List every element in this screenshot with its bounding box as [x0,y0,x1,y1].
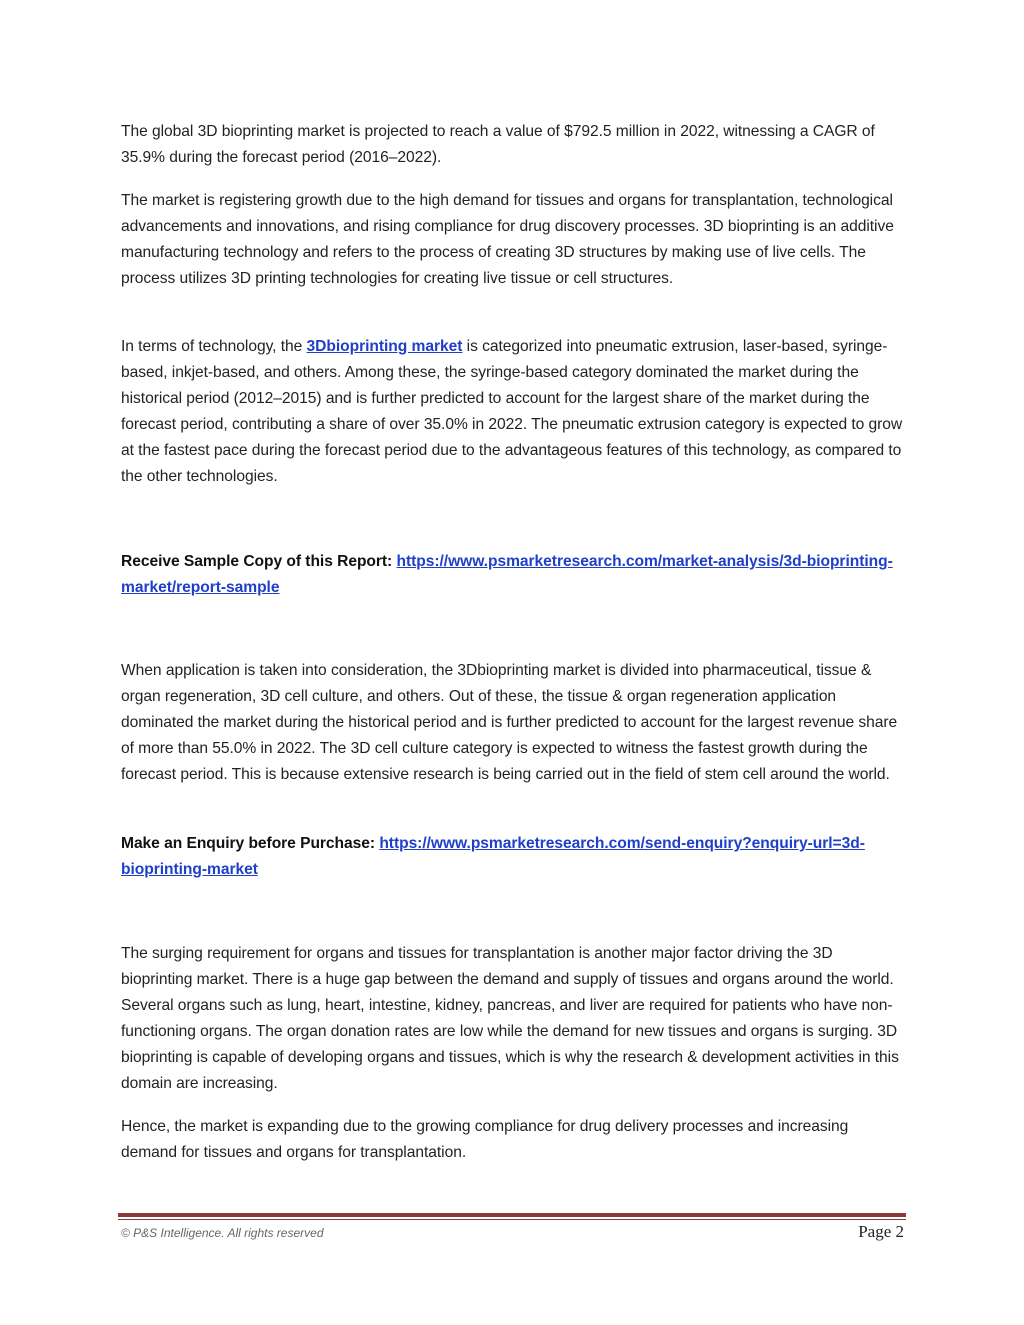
application-paragraph: When application is taken into consideration, the 3Dbioprinting market is divided into pharmaceutical, tissue & organ regeneration, 3D cell culture, and others. Out of these, the tissue & organ regeneration application dominated the market during the historical period and is further predicted to account for the largest revenue share of more than 55.0% in 2022. The 3D cell culture category is expected to witness the fastest growth during the forecast period. This is because extensive research is being carried out in the field of stem cell around the world. [121,662,898,783]
growth-drivers-paragraph: The market is registering growth due to the high demand for tissues and organs for transplantation, technological advancements and innovations, and rising compliance for drug discovery processes. 3D bioprinting is an additive manufacturing technology and refers to the process of creating 3D structures by making use of live cells. The process utilizes 3D printing technologies for creating live tissue or cell structures. [121,192,894,287]
technology-paragraph-rest: is categorized into pneumatic extrusion, laser-based, syringe-based, inkjet-based, and others. Among these, the syringe-based category dominated the market during the historical period (2012–2015) and is further predicted to account for the largest share of the market during the forecast period, contributing a share of over 35.0% in 2022. The pneumatic extrusion category is expected to grow at the fastest pace during the forecast period due to the advantageous features of this technology, as compared to the other technologies. [121,338,903,485]
enquiry-link[interactable]: https://www.psmarketresearch.com/send-enquiry?enquiry-url=3d-bioprinting-market [121,835,865,878]
page-number: Page 2 [858,1222,904,1241]
conclusion-paragraph: Hence, the market is expanding due to the growing compliance for drug delivery processes and increasing demand for tissues and organs for transplantation. [121,1118,849,1161]
enquiry-label: Make an Enquiry before Purchase: [121,835,380,852]
footer-divider-thin [118,1219,906,1220]
intro-paragraph: The global 3D bioprinting market is projected to reach a value of $792.5 million in 2022, witnessing a CAGR of 35.9% during the forecast period (2016–2022). [121,123,875,166]
sample-copy-cta [121,549,906,601]
footer-divider-thick [118,1213,906,1217]
footer-copyright: © P&S Intelligence. All rights reserved [121,1226,324,1240]
technology-paragraph-lead: In terms of technology, the [121,338,307,355]
enquiry-cta [121,831,906,883]
transplantation-paragraph: The surging requirement for organs and tissues for transplantation is another major factor driving the 3D bioprinting market. There is a huge gap between the demand and supply of tissues and organs around the world. Several organs such as lung, heart, intestine, kidney, pancreas, and liver are required for patients who have non-functioning organs. The organ donation rates are low while the demand for new tissues and organs is surging. 3D bioprinting is capable of developing organs and tissues, which is why the research & development activities in this domain are increasing. [121,945,899,1092]
sample-copy-label: Receive Sample Copy of this Report: [121,553,397,570]
sample-copy-link[interactable]: https://www.psmarketresearch.com/market-analysis/3d-bioprinting-market/report-sample [121,553,893,596]
3dbioprinting-market-link[interactable]: 3Dbioprinting market [306,338,463,355]
technology-paragraph [121,334,906,490]
